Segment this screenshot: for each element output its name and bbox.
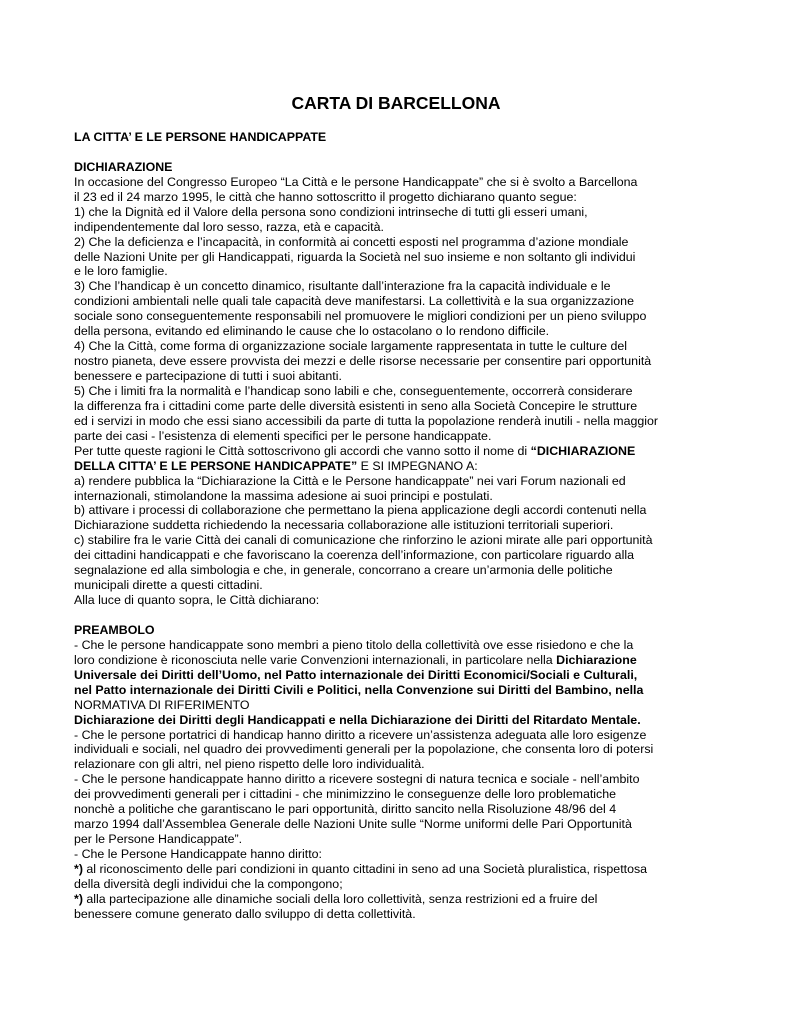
text-line: benessere comune generato dallo sviluppo di detta collettività. xyxy=(74,906,416,921)
rights-item xyxy=(74,862,714,877)
text-line: Dichiarazione suddetta richiedendo la necessaria collaborazione alle istituzioni territoriali superiori. xyxy=(74,518,614,533)
text-line: Alla luce di quanto sopra, le Città dichiarano: xyxy=(74,593,320,608)
text-line: sociale sono conseguentemente responsabili nel promuovere le migliori condizioni per un pieno sviluppo xyxy=(74,309,647,324)
text-line: c) stabilire fra le varie Città dei canali di comunicazione che rinforzino le azioni mirate alle pari opportunità xyxy=(74,533,653,548)
text-line: benessere e partecipazione di tutti i suoi abitanti. xyxy=(74,369,342,383)
text-line: - Che le persone handicappate sono membri a pieno titolo della collettività ove esse risiedono e che la xyxy=(74,637,634,652)
document-title: CARTA DI BARCELLONA xyxy=(291,93,501,113)
text-fragment-bold: Dichiarazione xyxy=(556,652,637,667)
text-line xyxy=(74,653,714,668)
text-fragment: loro condizione è riconosciuta nelle varie Convenzioni internazionali, in particolare nella xyxy=(74,652,557,667)
text-line: relazionare con gli altri, nel pieno rispetto delle loro individualità. xyxy=(74,757,425,772)
normativa-label: NORMATIVA DI RIFERIMENTO xyxy=(74,697,250,712)
text-line: 4) Che la Città, come forma di organizzazione sociale largamente rappresentata in tutte le culture del xyxy=(74,339,628,354)
declaration-name-part-a: “DICHIARAZIONE xyxy=(530,443,636,458)
text-line: - Che le persone portatrici di handicap hanno diritto a ricevere un’assistenza adeguata alle loro esigenze xyxy=(74,727,647,742)
document-body xyxy=(74,130,714,922)
text-line: parte dei casi - l’esistenza di elementi specifici per le persone handicappate. xyxy=(74,428,492,443)
text-line: nostro pianeta, deve essere provvista dei mezzi e delle risorse necessarie per consentire pari opportunità xyxy=(74,354,652,369)
text-line: Universale dei Diritti dell’Uomo, nel Patto internazionale dei Diritti Economici/Sociali e Culturali, xyxy=(74,667,638,682)
declaration-commit: E SI IMPEGNANO A: xyxy=(357,458,478,473)
dichiarazione-paragraph xyxy=(74,175,714,444)
text-line: a) rendere pubblica la “Dichiarazione la Città e le Persone handicappate” nei vari Forum nazionali ed xyxy=(74,473,626,488)
text-line: ed i servizi in modo che essi siano accessibili da parte di tutta la popolazione renderà inutili - nella maggior xyxy=(74,413,659,428)
text-line: e le loro famiglie. xyxy=(74,264,168,279)
text-line: 5) Che i limiti fra la normalità e l’handicap sono labili e che, conseguentemente, occorrerà considerare xyxy=(74,383,633,398)
commitments-list xyxy=(74,474,714,608)
section-heading-dichiarazione: DICHIARAZIONE xyxy=(74,159,173,174)
text-line: il 23 ed il 24 marzo 1995, le città che hanno sottoscritto il progetto dichiarano quanto segue: xyxy=(74,189,577,204)
rights-item xyxy=(74,892,714,907)
document-subtitle: LA CITTA’ E LE PERSONE HANDICAPPATE xyxy=(74,130,327,144)
declaration-intro: Per tutte queste ragioni le Città sottoscrivono gli accordi che vanno sotto il nome di xyxy=(74,443,531,458)
text-line: individuali e sociali, nel quadro dei provvedimenti generali per la popolazione, che consenta loro di potersi xyxy=(74,742,654,757)
text-line: delle Nazioni Unite per gli Handicappati, riguarda la Società nel suo insieme e non soltanto gli individui xyxy=(74,249,636,264)
text-line: dei provvedimenti generali per i cittadini - che minimizzino le conseguenze delle loro problematiche xyxy=(74,787,617,802)
text-line: 1) che la Dignità ed il Valore della persona sono condizioni intrinseche di tutti gli esseri umani, xyxy=(74,204,588,219)
text-line: - Che le persone handicappate hanno diritto a ricevere sostegni di natura tecnica e sociale - nell’ambito xyxy=(74,772,640,787)
text-line: 3) Che l’handicap è un concetto dinamico, risultante dall’interazione fra la capacità individuale e le xyxy=(74,279,611,294)
text-line: segnalazione ed alla simbologia e che, in generale, concorrano a creare un’armonia delle politiche xyxy=(74,563,613,578)
text-line: nel Patto internazionale dei Diritti Civili e Politici, nella Convenzione sui Diritti del Bambino, nella xyxy=(74,682,644,697)
text-fragment: alla partecipazione alle dinamiche sociali della loro collettività, senza restrizioni ed a fruire del xyxy=(82,891,598,906)
preambolo-paragraph xyxy=(74,638,714,922)
rights-marker: *) xyxy=(74,861,83,876)
text-line: b) attivare i processi di collaborazione che permettano la piena applicazione degli accordi contenuti nella xyxy=(74,503,647,518)
section-heading-preambolo: PREAMBOLO xyxy=(74,622,155,637)
declaration-name-part-b: DELLA CITTA’ E LE PERSONE HANDICAPPATE” xyxy=(74,458,358,473)
rights-marker: *) xyxy=(74,891,83,906)
text-line: della persona, evitando ed eliminando le cause che lo ostacolano o lo rendono difficile. xyxy=(74,324,550,339)
text-line: nonchè a politiche che garantiscano le pari opportunità, diritto sancito nella Risoluzione 48/96 del 4 xyxy=(74,802,617,817)
text-fragment: al riconoscimento delle pari condizioni in quanto cittadini in seno ad una Società pluralistica, rispettosa xyxy=(82,861,648,876)
text-line: indipendentemente dal loro sesso, razza, età e capacità. xyxy=(74,219,384,234)
text-line: internazionali, stimolandone la massima adesione ai suoi principi e postulati. xyxy=(74,488,493,503)
normativa-text: Dichiarazione dei Diritti degli Handicappati e nella Dichiarazione dei Diritti del Ritardato Mentale. xyxy=(74,712,641,727)
text-line: condizioni ambientali nelle quali tale capacità deve manifestarsi. La collettività e la sua organizzazione xyxy=(74,294,634,309)
text-line: 2) Che la deficienza e l’incapacità, in conformità ai concetti esposti nel programma d’azione mondiale xyxy=(74,234,629,249)
text-line: municipali dirette a questi cittadini. xyxy=(74,578,263,593)
text-line: della diversità degli individui che la compongono; xyxy=(74,876,343,891)
text-line: la differenza fra i cittadini come parte delle diversità esistenti in seno alla Società Concepire le strutture xyxy=(74,398,638,413)
text-line: dei cittadini handicappati e che favoriscano la coerenza dell’informazione, con particolare riguardo alla xyxy=(74,548,634,563)
declaration-intro-line xyxy=(74,444,714,459)
text-line: In occasione del Congresso Europeo “La Città e le persone Handicappate” che si è svolto a Barcellona xyxy=(74,174,638,189)
text-line: per le Persone Handicappate”. xyxy=(74,832,243,847)
text-line: marzo 1994 dall’Assemblea Generale delle Nazioni Unite sulle “Norme uniformi delle Pari Opportunità xyxy=(74,817,632,832)
text-line: - Che le Persone Handicappate hanno diritto: xyxy=(74,847,322,861)
declaration-name-line xyxy=(74,459,714,474)
